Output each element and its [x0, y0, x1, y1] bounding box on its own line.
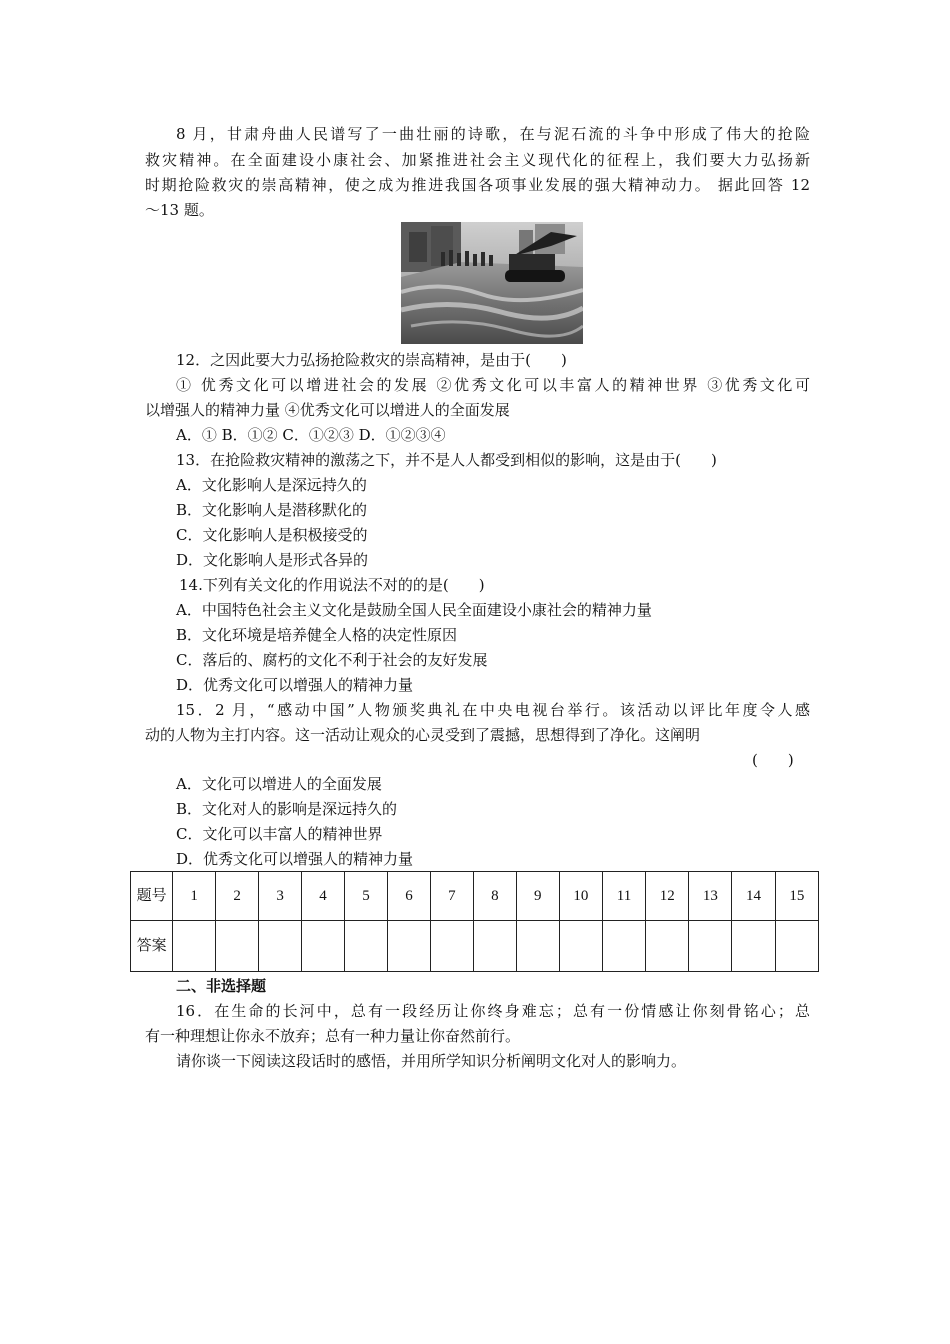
answer-table-row-header: 答案: [131, 921, 173, 972]
q16-line-2: 有一种理想让你永不放弃；总有一种力量让你奋然前行。: [145, 1027, 521, 1045]
q15-line-2: 动的人物为主打内容。这一活动让观众的心灵受到了震撼，思想得到了净化。这阐明: [145, 726, 701, 744]
question-number-cell: 7: [430, 872, 473, 921]
question-number-cell: 2: [216, 872, 259, 921]
disaster-relief-photo: [401, 222, 583, 344]
answer-cell[interactable]: [516, 921, 559, 972]
question-number-cell: 8: [473, 872, 516, 921]
q13-option-b: B．文化影响人是潜移默化的: [176, 501, 368, 519]
question-number-cell: 14: [732, 872, 775, 921]
answer-table-row-header: 题号: [131, 872, 173, 921]
q13-stem: 13．在抢险救灾精神的激荡之下，并不是人人都受到相似的影响，这是由于( ): [176, 451, 717, 469]
answer-cell[interactable]: [473, 921, 516, 972]
answer-cell[interactable]: [430, 921, 473, 972]
q14-option-a: A．中国特色社会主义文化是鼓励全国人民全面建设小康社会的精神力量: [176, 601, 652, 619]
q14-option-c: C．落后的、腐朽的文化不利于社会的友好发展: [176, 651, 488, 669]
answer-cell[interactable]: [259, 921, 302, 972]
q15-option-b: B．文化对人的影响是深远持久的: [176, 800, 398, 818]
intro-line-4: ～13 题。: [145, 201, 214, 219]
q12-options-line-1: ① 优秀文化可以增进社会的发展 ②优秀文化可以丰富人的精神世界 ③优秀文化可: [176, 376, 810, 394]
q14-option-b: B．文化环境是培养健全人格的决定性原因: [176, 626, 458, 644]
question-number-cell: 6: [387, 872, 430, 921]
intro-line-3: 时期抢险救灾的崇高精神，使之成为推进我国各项事业发展的强大精神动力。 据此回答 12: [145, 176, 810, 194]
answer-cell[interactable]: [216, 921, 259, 972]
q16-line-1: 16．在生命的长河中，总有一段经历让你终身难忘；总有一份情感让你刻骨铭心；总: [176, 1002, 810, 1020]
question-number-cell: 9: [516, 872, 559, 921]
q12-options-line-2: 以增强人的精神力量 ④优秀文化可以增进人的全面发展: [145, 401, 510, 419]
question-number-cell: 3: [259, 872, 302, 921]
q15-line-1: 15．2 月，“感动中国”人物颁奖典礼在中央电视台举行。该活动以评比年度令人感: [176, 701, 810, 719]
answer-table-answer-row: [131, 921, 819, 972]
answer-cell[interactable]: [345, 921, 388, 972]
answer-cell[interactable]: [646, 921, 689, 972]
q12-choices: A．① B．①② C．①②③ D．①②③④: [176, 426, 446, 444]
answer-cell[interactable]: [173, 921, 216, 972]
q16-line-3: 请你谈一下阅读这段话时的感悟，并用所学知识分析阐明文化对人的影响力。: [176, 1052, 687, 1070]
q14-option-d: D．优秀文化可以增强人的精神力量: [176, 676, 414, 694]
question-number-cell: 13: [689, 872, 732, 921]
q15-option-a: A．文化可以增进人的全面发展: [176, 775, 382, 793]
answer-table: [130, 871, 819, 972]
question-number-cell: 5: [345, 872, 388, 921]
q15-answer-paren: ( ): [752, 751, 794, 769]
q13-option-a: A．文化影响人是深远持久的: [176, 476, 367, 494]
q13-option-c: C．文化影响人是积极接受的: [176, 526, 368, 544]
question-number-cell: 12: [646, 872, 689, 921]
answer-cell[interactable]: [689, 921, 732, 972]
intro-line-2: 救灾精神。在全面建设小康社会、加紧推进社会主义现代化的征程上，我们要大力弘扬新: [145, 151, 810, 169]
answer-cell[interactable]: [387, 921, 430, 972]
q15-option-d: D．优秀文化可以增强人的精神力量: [176, 850, 414, 868]
intro-line-1: 8 月，甘肃舟曲人民谱写了一曲壮丽的诗歌，在与泥石流的斗争中形成了伟大的抢险: [176, 125, 810, 143]
q14-stem: 14.下列有关文化的作用说法不对的的是( ): [179, 576, 485, 594]
question-number-cell: 1: [173, 872, 216, 921]
answer-table-number-row: [131, 872, 819, 921]
question-number-cell: 4: [302, 872, 345, 921]
question-number-cell: 15: [775, 872, 818, 921]
answer-cell[interactable]: [302, 921, 345, 972]
answer-cell[interactable]: [602, 921, 645, 972]
answer-cell[interactable]: [732, 921, 775, 972]
question-number-cell: 10: [559, 872, 602, 921]
answer-cell[interactable]: [559, 921, 602, 972]
section-heading: 二、非选择题: [176, 977, 267, 995]
q12-stem: 12．之因此要大力弘扬抢险救灾的崇高精神，是由于( ): [176, 351, 567, 369]
q15-option-c: C．文化可以丰富人的精神世界: [176, 825, 383, 843]
answer-cell[interactable]: [775, 921, 818, 972]
question-number-cell: 11: [602, 872, 645, 921]
q13-option-d: D．文化影响人是形式各异的: [176, 551, 369, 569]
